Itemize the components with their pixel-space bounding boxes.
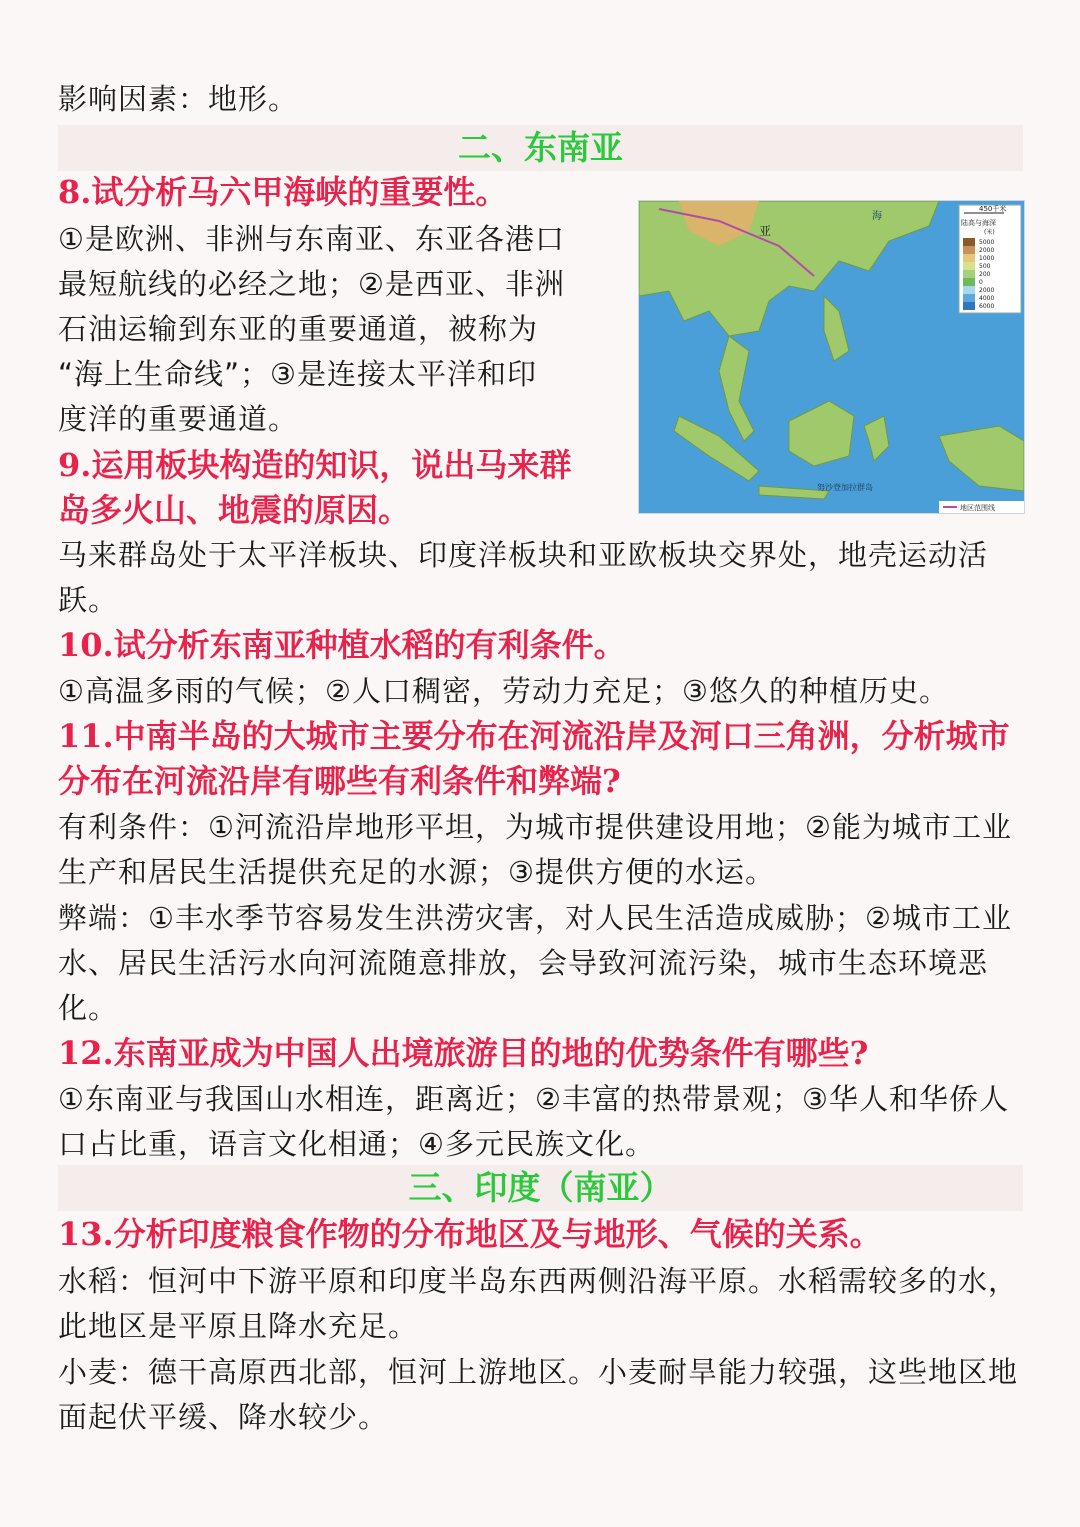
- legend-value: 1000: [979, 255, 995, 262]
- answer-line: ①是欧洲、非洲与东南亚、东亚各港口: [58, 222, 565, 256]
- legend-value: 5000: [979, 239, 995, 246]
- question-10-answer: ①高温多雨的气候；②人口稠密，劳动力充足；③悠久的种植历史。: [58, 674, 949, 708]
- question-9-title-line: 岛多火山、地震的原因。: [58, 491, 411, 529]
- legend-value: 500: [979, 263, 991, 270]
- legend-swatch: [963, 302, 975, 310]
- legend-value: 200: [979, 271, 991, 278]
- map-label-asia: 亚: [759, 224, 772, 238]
- question-8-title: 8.试分析马六甲海峡的重要性。: [58, 173, 508, 211]
- legend-swatch: [963, 270, 975, 278]
- question-8-answer: [58, 217, 628, 442]
- answer-line: 度洋的重要通道。: [58, 402, 299, 436]
- legend-swatch: [963, 286, 975, 294]
- answer-line: 最短航线的必经之地；②是西亚、非洲: [58, 267, 565, 301]
- map-label-sea: 海: [872, 211, 882, 222]
- answer-line: “海上生命线”；③是连接太平洋和印: [58, 357, 538, 391]
- legend-unit: (米): [984, 229, 995, 236]
- map-label-island: 努沙登加拉群岛: [817, 483, 873, 492]
- legend-title: 陆高与海深: [961, 219, 996, 227]
- legend-value: 0: [979, 279, 983, 286]
- question-9-answer: 马来群岛处于太平洋板块、印度洋板块和亚欧板块交界处，地壳运动活跃。: [58, 538, 989, 617]
- answer-line: 石油运输到东亚的重要通道，被称为: [58, 312, 539, 346]
- boundary-label: 地区范围线: [960, 504, 995, 512]
- legend-value: 4000: [979, 295, 995, 302]
- question-13-title: 13.分析印度粮食作物的分布地区及与地形、气候的关系。: [58, 1215, 882, 1253]
- question-10-title: 10.试分析东南亚种植水稻的有利条件。: [58, 626, 626, 664]
- section-heading-india: 三、印度（南亚）: [58, 1165, 1023, 1211]
- legend-swatch: [963, 278, 975, 286]
- question-11-title: 11.中南半岛的大城市主要分布在河流沿岸及河口三角洲，分析城市分布在河流沿岸有哪些有利条件和弊端?: [58, 717, 1010, 800]
- question-9-title-line: 9.运用板块构造的知识，说出马来群: [58, 446, 572, 484]
- legend-swatch: [963, 294, 975, 302]
- map-footer-legend: [939, 501, 1024, 513]
- question-9-title: [58, 443, 638, 533]
- section-heading-southeast-asia: 二、东南亚: [58, 125, 1023, 171]
- scale-label: 450千米: [979, 205, 1007, 213]
- question-13-rice: 水稻：恒河中下游平原和印度半岛东西两侧沿海平原。水稻需较多的水，此地区是平原且降水充足。: [58, 1264, 1019, 1343]
- legend-value: 6000: [979, 303, 995, 310]
- top-line: 影响因素：地形。: [58, 82, 299, 116]
- legend-swatch: [963, 246, 975, 254]
- legend-value: 2000: [979, 247, 995, 254]
- question-12-title: 12.东南亚成为中国人出境旅游目的地的优势条件有哪些?: [58, 1034, 869, 1072]
- question-11-disadvantages: 弊端：①丰水季节容易发生洪涝灾害，对人民生活造成威胁；②城市工业水、居民生活污水向河流随意排放，会导致河流污染，城市生态环境恶化。: [58, 901, 1012, 1025]
- question-11-advantages: 有利条件：①河流沿岸地形平坦，为城市提供建设用地；②能为城市工业生产和居民生活提供充足的水源；③提供方便的水运。: [58, 810, 1012, 889]
- question-12-answer: ①东南亚与我国山水相连，距离近；②丰富的热带景观；③华人和华侨人口占比重，语言文化相通；④多元民族文化。: [58, 1082, 1009, 1161]
- legend-swatch: [963, 254, 975, 262]
- map-graphic: [639, 201, 1024, 513]
- legend-swatch: [963, 238, 975, 246]
- southeast-asia-map: [638, 200, 1025, 514]
- map-legend: [959, 204, 1021, 313]
- question-13-wheat: 小麦：德干高原西北部，恒河上游地区。小麦耐旱能力较强，这些地区地面起伏平缓、降水较少。: [58, 1355, 1019, 1434]
- legend-value: 2000: [979, 287, 995, 294]
- legend-swatch: [963, 262, 975, 270]
